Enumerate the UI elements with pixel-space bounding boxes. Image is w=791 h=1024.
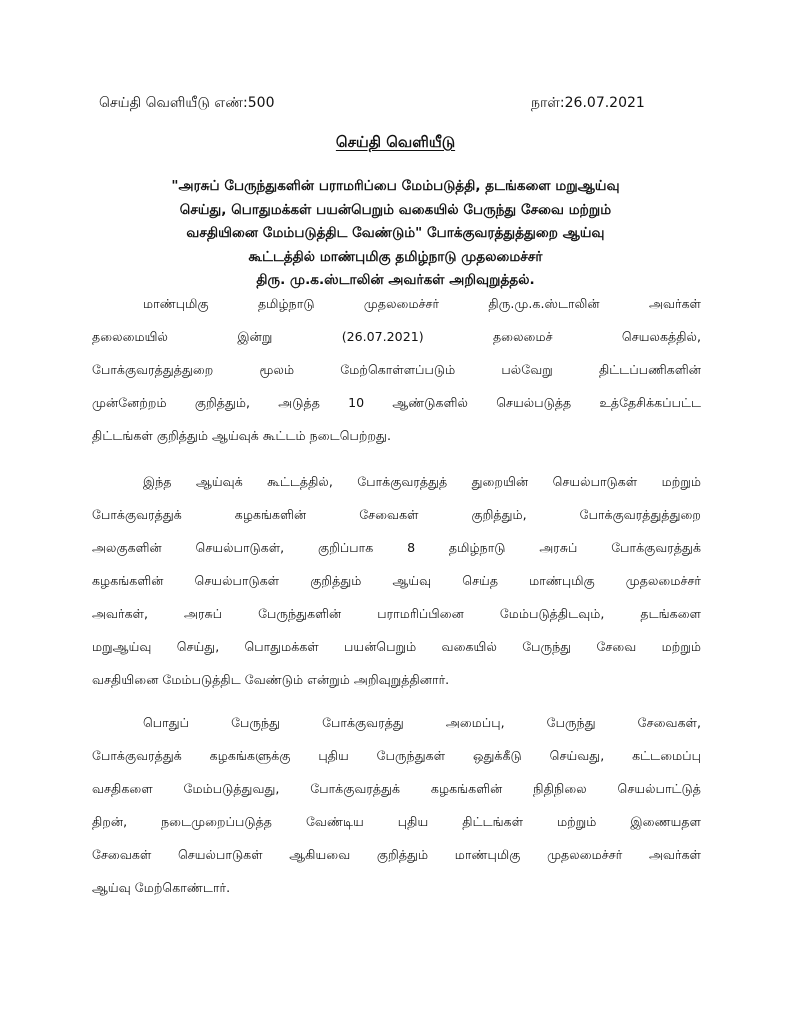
paragraph-line: ஆய்வு மேற்கொண்டார். — [92, 880, 231, 895]
paragraph-line: முன்னேற்றம் குறித்தும், அடுத்த 10 ஆண்டுகளில் செயல்படுத்த உத்தேசிக்கப்பட்ட — [92, 395, 701, 410]
release-date: நாள்:26.07.2021 — [531, 95, 645, 111]
headline-line: "அரசுப் பேருந்துகளின் பராமரிப்பை மேம்படுத்தி, தடங்களை மறுஆய்வு — [171, 178, 620, 194]
paragraph-line: வசதியினை மேம்படுத்திட வேண்டும் என்றும் அறிவுறுத்தினார். — [92, 672, 450, 687]
document-title-text: செய்தி வெளியீடு — [335, 133, 456, 151]
paragraph-line: திறன், நடைமுறைப்படுத்த வேண்டிய புதிய திட்டங்கள் மற்றும் இணையதள — [92, 814, 701, 829]
paragraph-line: போக்குவரத்துத்துறை மூலம் மேற்கொள்ளப்படும் பல்வேறு திட்டப்பணிகளின் — [92, 362, 701, 377]
headline-line: திரு. மு.க.ஸ்டாலின் அவர்கள் அறிவுறுத்தல். — [256, 272, 535, 288]
paragraph-line: அலகுகளின் செயல்பாடுகள், குறிப்பாக 8 தமிழ்நாடு அரசுப் போக்குவரத்துக் — [92, 540, 701, 555]
headline — [100, 175, 691, 293]
paragraph-review-topics — [92, 706, 701, 904]
paragraph-line: பொதுப் பேருந்து போக்குவரத்து அமைப்பு, பேருந்து சேவைகள், — [143, 715, 701, 730]
paragraph-line: இந்த ஆய்வுக் கூட்டத்தில், போக்குவரத்துத் துறையின் செயல்பாடுகள் மற்றும் — [143, 474, 701, 489]
headline-line: செய்து, பொதுமக்கள் பயன்பெறும் வகையில் பேருந்து சேவை மற்றும் — [179, 201, 612, 218]
headline-line: கூட்டத்தில் மாண்புமிகு தமிழ்நாடு முதலமைச்சர் — [248, 248, 543, 265]
paragraph-review-directions — [92, 465, 701, 696]
paragraph-line: மாண்புமிகு தமிழ்நாடு முதலமைச்சர் திரு.மு.க.ஸ்டாலின் அவர்கள் — [143, 296, 701, 311]
paragraph-line: மறுஆய்வு செய்து, பொதுமக்கள் பயன்பெறும் வகையில் பேருந்து சேவை மற்றும் — [92, 639, 701, 654]
headline-line: வசதியினை மேம்படுத்திட வேண்டும்" போக்குவரத்துத்துறை ஆய்வு — [186, 225, 605, 241]
paragraph-line: போக்குவரத்துக் கழகங்களுக்கு புதிய பேருந்துகள் ஒதுக்கீடு செய்வது, கட்டமைப்பு — [92, 748, 701, 763]
document-title — [0, 133, 791, 153]
paragraph-line: கழகங்களின் செயல்பாடுகள் குறித்தும் ஆய்வு செய்த மாண்புமிகு முதலமைச்சர் — [92, 573, 701, 588]
paragraph-meeting-summary — [92, 287, 701, 452]
paragraph-line: போக்குவரத்துக் கழகங்களின் சேவைகள் குறித்தும், போக்குவரத்துத்துறை — [92, 507, 701, 522]
paragraph-line: தலைமையில் இன்று (26.07.2021) தலைமைச் செயலகத்தில், — [92, 329, 701, 344]
release-number: செய்தி வெளியீடு எண்:500 — [99, 95, 275, 111]
paragraph-line: சேவைகள் செயல்பாடுகள் ஆகியவை குறித்தும் மாண்புமிகு முதலமைச்சர் அவர்கள் — [92, 847, 701, 862]
paragraph-line: வசதிகளை மேம்படுத்துவது, போக்குவரத்துக் கழகங்களின் நிதிநிலை செயல்பாட்டுத் — [92, 781, 701, 796]
paragraph-line: திட்டங்கள் குறித்தும் ஆய்வுக் கூட்டம் நடைபெற்றது. — [92, 428, 391, 443]
paragraph-line: அவர்கள், அரசுப் பேருந்துகளின் பராமரிப்பினை மேம்படுத்திடவும், தடங்களை — [92, 606, 701, 621]
